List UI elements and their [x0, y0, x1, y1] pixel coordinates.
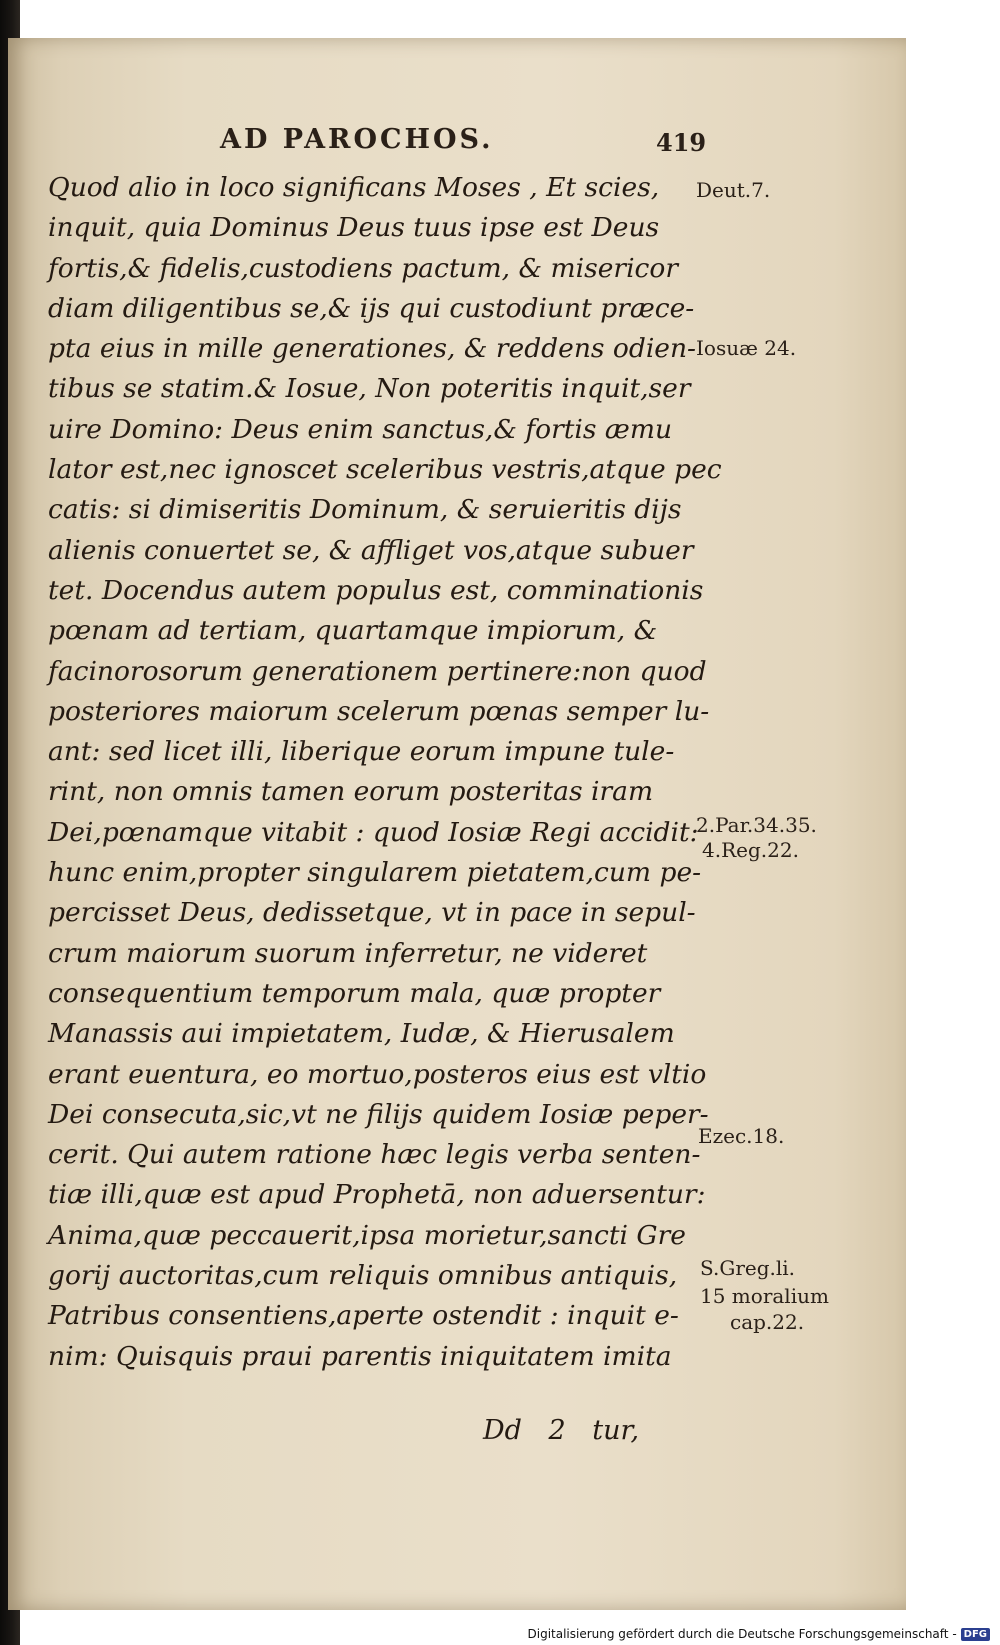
footer-text: Digitalisierung gefördert durch die Deutsche Forschungsgemeinschaft -: [527, 1627, 957, 1641]
page-number: 419: [656, 128, 707, 157]
text-line: crum maiorum suorum inferretur, ne videret: [48, 937, 648, 969]
text-line: fortis,& fidelis,custodiens pactum, & misericor: [48, 252, 679, 284]
text-line: Patribus consentiens,aperte ostendit : inquit e-: [48, 1300, 679, 1332]
text-line: lator est,nec ignoscet sceleribus vestris,atque pec: [48, 454, 722, 486]
running-head: AD PAROCHOS.: [220, 124, 494, 155]
margin-note-ezec: Ezec.18.: [698, 1124, 785, 1148]
text-line: tibus se statim.& Iosue, Non poteritis inquit,ser: [48, 373, 691, 405]
margin-note-greg-2: 15 moralium: [700, 1284, 829, 1308]
text-line: uire Domino: Deus enim sanctus,& fortis æmu: [48, 413, 673, 445]
text-line: cerit. Qui autem ratione hæc legis verba senten-: [48, 1139, 701, 1171]
text-line: alienis conuertet se, & affliget vos,atque subuer: [48, 534, 694, 566]
text-line: Dei,pœnamque vitabit : quod Iosiæ Regi accidit:: [48, 816, 699, 848]
text-line: hunc enim,propter singularem pietatem,cum pe-: [48, 857, 702, 889]
text-line: Anima,quæ peccauerit,ipsa morietur,sancti Gre: [48, 1219, 686, 1251]
book-page: [8, 38, 906, 1610]
body-text: [48, 168, 722, 1377]
text-line: percisset Deus, dedissetque, vt in pace in sepul-: [48, 897, 696, 929]
text-line: consequentium temporum mala, quæ propter: [48, 977, 661, 1009]
text-line: diam diligentibus se,& ijs qui custodiunt præce-: [48, 292, 695, 324]
text-line: Quod alio in loco significans Moses , Et scies,: [48, 172, 660, 203]
text-line: posteriores maiorum scelerum pœnas semper lu-: [48, 695, 710, 727]
margin-note-iosue: Iosuæ 24.: [696, 336, 797, 360]
text-line: rint, non omnis tamen eorum posteritas iram: [48, 776, 654, 808]
signature-catchword: Dd 2 tur,: [483, 1415, 640, 1446]
text-line: pœnam ad tertiam, quartamque impiorum, &: [48, 615, 658, 647]
text-line: nim: Quisquis praui parentis iniquitatem imita: [48, 1340, 672, 1372]
text-line: Dei consecuta,sic,vt ne filijs quidem Iosiæ peper-: [48, 1098, 709, 1130]
text-line: tet. Docendus autem populus est, comminationis: [48, 574, 704, 606]
text-line: catis: si dimiseritis Dominum, & seruieritis dijs: [48, 494, 682, 526]
text-line: tiæ illi,quæ est apud Prophetā, non aduersentur:: [48, 1179, 706, 1211]
text-line: inquit, quia Dominus Deus tuus ipse est Deus: [48, 212, 660, 244]
text-line: erant euentura, eo mortuo,posteros eius est vltio: [48, 1058, 707, 1090]
text-line: gorij auctoritas,cum reliquis omnibus antiquis,: [48, 1260, 678, 1292]
dfg-logo: DFG: [961, 1628, 990, 1641]
text-line: facinorosorum generationem pertinere:non quod: [48, 655, 707, 687]
margin-note-reg: 4.Reg.22.: [702, 838, 799, 862]
margin-note-greg-1: S.Greg.li.: [700, 1256, 796, 1280]
text-line: ant: sed licet illi, liberique eorum impune tule-: [48, 736, 675, 768]
digitization-footer: [528, 1627, 991, 1641]
margin-note-greg-3: cap.22.: [730, 1310, 805, 1334]
margin-note-deut: Deut.7.: [696, 178, 771, 202]
margin-note-par: 2.Par.34.35.: [696, 813, 817, 837]
text-line: Manassis aui impietatem, Iudæ, & Hierusalem: [48, 1018, 675, 1050]
text-line: pta eius in mille generationes, & reddens odien-: [48, 333, 697, 365]
